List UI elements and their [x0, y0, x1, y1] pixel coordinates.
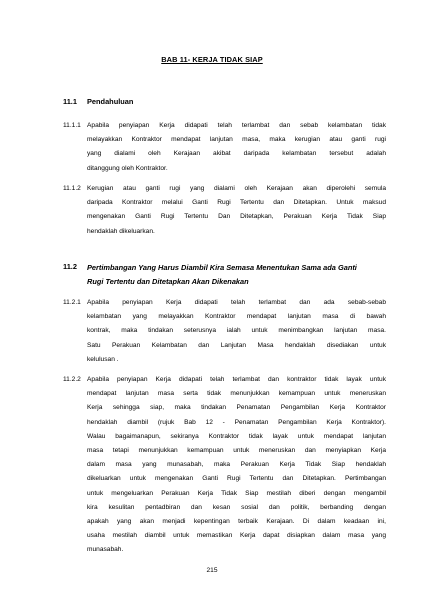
paragraph-body [87, 182, 386, 239]
text-line: kontrak, maka tindakan seterusnya ialah untuk menimbangkan lanjutan masa. [87, 327, 386, 335]
text-line: munasabah. [87, 546, 124, 554]
text-line: hendaklah dikeluarkan. [87, 227, 155, 235]
text-line: daripada Kontraktor melalui Ganti Rugi Tertentu dan Ditetapkan. Untuk maksud [87, 199, 386, 207]
text-line: melayakkan Kontraktor mendapat lanjutan masa, maka kerugian atau ganti rugi [87, 136, 386, 144]
text-line: apakah yang akan menjadi kepentingan terbaik Kerajaan. Di dalam keadaan ini, [87, 518, 386, 526]
section-title: Pendahuluan [87, 97, 134, 106]
text-line: Apabila penyiapan Kerja didapati telah terlambat dan ada sebab-sebab [87, 299, 386, 306]
text-line: dikeluarkan untuk mengenakan Ganti Rugi Tertentu dan Ditetapkan. Pertimbangan [87, 475, 386, 483]
text-line: kelambatan yang melayakkan Kontraktor mendapat lanjutan masa di bawah [87, 313, 386, 321]
text-line: Walau bagaimanapun, sekiranya Kontraktor tidak layak untuk mendapat lanjutan [87, 432, 386, 440]
section-number: 11.1 [63, 97, 77, 106]
paragraph-body [87, 296, 386, 367]
text-line: Apabila penyiapan Kerja didapati telah terlambat dan sebab kelambatan tidak [87, 122, 386, 129]
paragraph-body [87, 373, 386, 558]
chapter-title: BAB 11- KERJA TIDAK SIAP [161, 55, 263, 64]
text-line: mengenakan Ganti Rugi Tertentu Dan Ditetapkan, Perakuan Kerja Tidak Siap [87, 213, 386, 221]
page-number: 215 [206, 567, 218, 574]
text-line: Kerja sehingga siap, maka tindakan Penamatan Pengambilan Kerja Kontraktor [87, 404, 386, 412]
text-line: yang dialami oleh Kerajaan akibat daripada kelambatan tersebut adalah [87, 150, 386, 158]
section-number: 11.2 [63, 262, 77, 271]
text-line: Satu Perakuan Kelambatan dan Lanjutan Masa hendaklah disediakan untuk [87, 341, 386, 349]
paragraph-number: 11.2.1 [63, 299, 81, 306]
text-line: untuk mengeluarkan Perakuan Kerja Tidak Siap mestilah diberi dengan mengambil [87, 489, 386, 497]
text-line: hendaklah diambil (rujuk Bab 12 - Penamatan Pengambilan Kerja Kontraktor). [87, 418, 386, 426]
text-line: mendapat lanjutan masa serta tidak menunjukkan kemampuan untuk meneruskan [87, 390, 386, 398]
text-line: Kerugian atau ganti rugi yang dialami oleh Kerajaan akan diperolehi semula [87, 185, 386, 192]
text-line: kelulusan . [87, 355, 119, 363]
paragraph-number: 11.2.2 [63, 376, 81, 383]
text-line: ditanggung oleh Kontraktor. [87, 164, 168, 172]
paragraph-body [87, 119, 386, 176]
paragraph-number: 11.1.1 [63, 122, 81, 129]
heading-line: Pertimbangan Yang Harus Diambil Kira Semasa Menentukan Sama ada Ganti [87, 262, 357, 272]
text-line: dalam masa yang munasabah, maka Perakuan Kerja Tidak Siap hendaklah [87, 461, 386, 469]
text-line: usaha mestilah diambil untuk memastikan Kerja dapat disiapkan dalam masa yang [87, 532, 386, 540]
text-line: Apabila penyiapan Kerja didapati telah terlambat dan kontraktor tidak layak untuk [87, 376, 386, 383]
heading-line: Rugi Tertentu dan Ditetapkan Akan Dikenakan [87, 277, 249, 286]
section-title [87, 261, 387, 290]
text-line: masa tetapi menunjukkan kemampuan untuk meneruskan dan menyiapkan Kerja [87, 447, 386, 455]
text-line: kira kesulitan pentadbiran dan kesan sosial dan politik, berbanding dengan [87, 503, 386, 511]
paragraph-number: 11.1.2 [63, 185, 81, 192]
